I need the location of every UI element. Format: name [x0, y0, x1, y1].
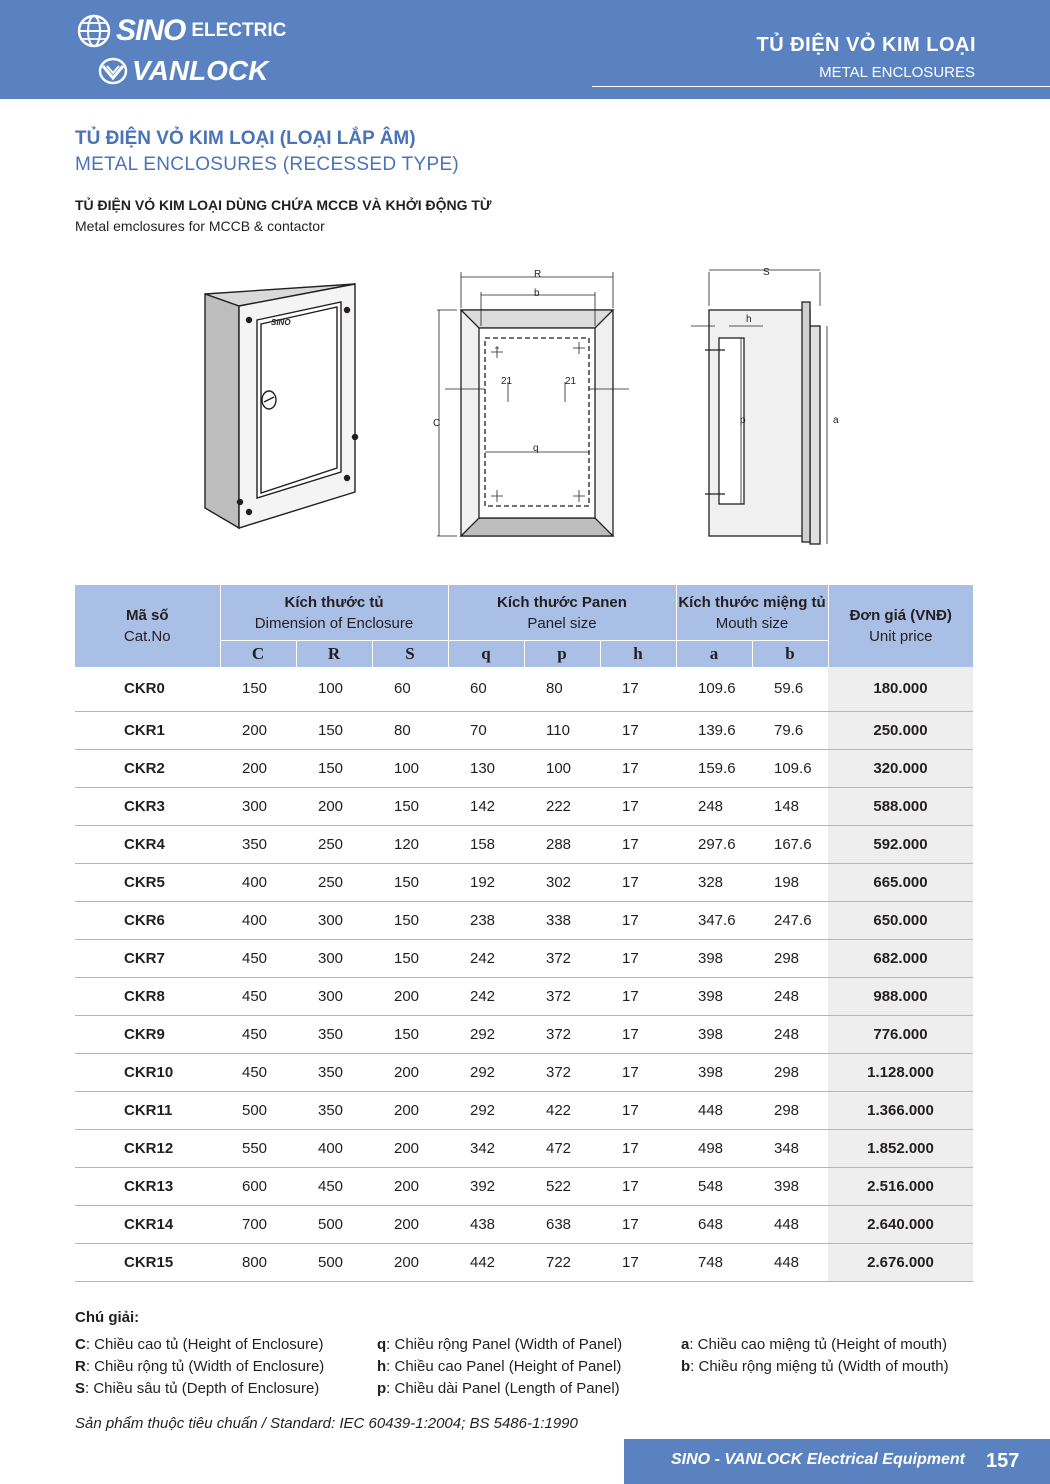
cell-dimension: 298: [752, 1053, 828, 1091]
dim-label-a: a: [833, 415, 839, 426]
cell-dimension: 222: [524, 787, 600, 825]
cell-dimension: 17: [600, 1053, 676, 1091]
legend-text: : Chiều rộng miệng tủ (Width of mouth): [690, 1358, 949, 1375]
table-row: [75, 711, 973, 749]
table-row: [75, 863, 973, 901]
legend-item: [75, 1378, 324, 1400]
cell-dimension: 450: [220, 1015, 296, 1053]
cell-price: 650.000: [828, 901, 973, 939]
cell-price: 180.000: [828, 667, 973, 711]
vanlock-emblem-icon: [98, 56, 128, 86]
cell-dimension: 150: [372, 901, 448, 939]
cell-dimension: 250: [296, 863, 372, 901]
cell-dimension: 148: [752, 787, 828, 825]
cell-dimension: 200: [372, 977, 448, 1015]
dim-label-S: S: [763, 267, 770, 278]
cell-dimension: 300: [296, 977, 372, 1015]
cell-dimension: 130: [448, 749, 524, 787]
cell-dimension: 192: [448, 863, 524, 901]
legend-key: q: [377, 1336, 387, 1353]
table-row: [75, 1167, 973, 1205]
cell-dimension: 139.6: [676, 711, 752, 749]
cell-dimension: 17: [600, 711, 676, 749]
header-price: [828, 585, 973, 667]
subheader-S: S: [372, 640, 448, 667]
cell-dimension: 548: [676, 1167, 752, 1205]
cell-dimension: 298: [752, 1091, 828, 1129]
table-row: [75, 1091, 973, 1129]
dim-label-p: p: [740, 415, 746, 426]
cell-dimension: 200: [372, 1205, 448, 1243]
cell-dimension: 372: [524, 977, 600, 1015]
cell-cat-no: CKR7: [75, 939, 220, 977]
cell-dimension: 200: [220, 749, 296, 787]
page-number: 157: [986, 1450, 1020, 1472]
header-divider: [592, 86, 1050, 87]
cell-dimension: 302: [524, 863, 600, 901]
legend-text: : Chiều sâu tủ (Depth of Enclosure): [85, 1380, 320, 1397]
cell-dimension: 392: [448, 1167, 524, 1205]
legend-title: Chú giải:: [75, 1309, 140, 1326]
cell-dimension: 142: [448, 787, 524, 825]
cell-dimension: 347.6: [676, 901, 752, 939]
legend-key: S: [75, 1380, 86, 1397]
cell-dimension: 100: [296, 667, 372, 711]
cell-dimension: 17: [600, 901, 676, 939]
page-footer: [624, 1439, 1050, 1484]
cell-dimension: 297.6: [676, 825, 752, 863]
subheader-q: q: [448, 640, 524, 667]
cell-cat-no: CKR1: [75, 711, 220, 749]
cell-dimension: 17: [600, 1167, 676, 1205]
header-cat-no-en: Cat.No: [123, 628, 171, 645]
cell-cat-no: CKR13: [75, 1167, 220, 1205]
cell-dimension: 150: [296, 749, 372, 787]
cell-dimension: 100: [524, 749, 600, 787]
cell-dimension: 150: [220, 667, 296, 711]
cell-dimension: 450: [220, 939, 296, 977]
cell-dimension: 150: [372, 939, 448, 977]
brand-logo: [76, 12, 286, 90]
subheader-C: C: [220, 640, 296, 667]
brand-vanlock: VANLOCK: [132, 55, 269, 86]
cell-dimension: 438: [448, 1205, 524, 1243]
header-price-en: Unit price: [869, 628, 933, 645]
cell-dimension: 372: [524, 1053, 600, 1091]
cell-cat-no: CKR15: [75, 1243, 220, 1281]
section-subtitle-vi: TỦ ĐIỆN VỎ KIM LOẠI DÙNG CHỨA MCCB VÀ KHỞI ĐỘNG TỪ: [75, 197, 492, 213]
legend-key: a: [681, 1336, 690, 1353]
cell-dimension: 60: [448, 667, 524, 711]
dim-label-h: h: [746, 314, 752, 325]
section-title-en: METAL ENCLOSURES (RECESSED TYPE): [75, 154, 460, 175]
cell-dimension: 700: [220, 1205, 296, 1243]
front-view-drawing: [437, 272, 629, 536]
header-enclosure: [220, 585, 448, 640]
legend-item: [377, 1378, 622, 1400]
brand-sino: SINO: [116, 14, 186, 47]
table-body: [75, 667, 973, 1281]
cell-dimension: 300: [296, 939, 372, 977]
dim-label-q: q: [533, 443, 539, 454]
header-mouth-vi: Kích thước miệng tủ: [678, 594, 826, 612]
cell-dimension: 398: [676, 1053, 752, 1091]
cell-dimension: 150: [372, 787, 448, 825]
cell-cat-no: CKR10: [75, 1053, 220, 1091]
dim-label-R: R: [534, 269, 542, 280]
cell-dimension: 79.6: [752, 711, 828, 749]
table-row: [75, 939, 973, 977]
cell-dimension: 17: [600, 825, 676, 863]
cell-dimension: 200: [372, 1167, 448, 1205]
cell-dimension: 398: [676, 1015, 752, 1053]
cell-cat-no: CKR0: [75, 667, 220, 711]
cell-cat-no: CKR5: [75, 863, 220, 901]
cell-dimension: 500: [296, 1243, 372, 1281]
cell-dimension: 17: [600, 1091, 676, 1129]
cell-dimension: 200: [372, 1053, 448, 1091]
cell-dimension: 522: [524, 1167, 600, 1205]
cell-price: 1.852.000: [828, 1129, 973, 1167]
cell-cat-no: CKR14: [75, 1205, 220, 1243]
cell-dimension: 238: [448, 901, 524, 939]
cell-dimension: 80: [372, 711, 448, 749]
legend-column-1: [75, 1334, 324, 1400]
cell-dimension: 59.6: [752, 667, 828, 711]
cell-dimension: 17: [600, 667, 676, 711]
cell-dimension: 500: [220, 1091, 296, 1129]
cell-dimension: 167.6: [752, 825, 828, 863]
cell-price: 1.128.000: [828, 1053, 973, 1091]
enclosure-drawings: [195, 262, 855, 552]
cell-dimension: 300: [220, 787, 296, 825]
cell-dimension: 472: [524, 1129, 600, 1167]
cell-dimension: 442: [448, 1243, 524, 1281]
cell-dimension: 100: [372, 749, 448, 787]
legend-item: [75, 1334, 324, 1356]
cell-cat-no: CKR3: [75, 787, 220, 825]
cell-dimension: 292: [448, 1091, 524, 1129]
cell-dimension: 60: [372, 667, 448, 711]
legend-item: [681, 1356, 949, 1378]
legend-text: : Chiều rộng tủ (Width of Enclosure): [85, 1358, 325, 1375]
table-group-header: [75, 585, 973, 640]
cell-cat-no: CKR6: [75, 901, 220, 939]
cell-dimension: 398: [676, 939, 752, 977]
cell-dimension: 150: [296, 711, 372, 749]
cell-dimension: 600: [220, 1167, 296, 1205]
table-row: [75, 1205, 973, 1243]
cell-dimension: 550: [220, 1129, 296, 1167]
dim-label-21-right: 21: [565, 376, 577, 387]
page-header: [0, 0, 1050, 99]
table-row: [75, 1243, 973, 1281]
header-subtitle: METAL ENCLOSURES: [819, 64, 975, 81]
header-mouth-en: Mouth size: [715, 615, 789, 633]
legend-text: : Chiều cao tủ (Height of Enclosure): [85, 1336, 324, 1353]
cell-dimension: 722: [524, 1243, 600, 1281]
table-row: [75, 667, 973, 711]
cell-price: 2.676.000: [828, 1243, 973, 1281]
legend-column-2: [377, 1334, 622, 1400]
cell-dimension: 109.6: [676, 667, 752, 711]
cell-dimension: 110: [524, 711, 600, 749]
cell-dimension: 70: [448, 711, 524, 749]
cell-dimension: 17: [600, 977, 676, 1015]
subheader-p: p: [524, 640, 600, 667]
cell-dimension: 159.6: [676, 749, 752, 787]
header-mouth: [676, 585, 828, 640]
cell-dimension: 17: [600, 749, 676, 787]
table-row: [75, 977, 973, 1015]
cell-dimension: 292: [448, 1053, 524, 1091]
cell-dimension: 248: [676, 787, 752, 825]
cell-price: 665.000: [828, 863, 973, 901]
cell-dimension: 242: [448, 939, 524, 977]
cell-dimension: 200: [220, 711, 296, 749]
cell-dimension: 298: [752, 939, 828, 977]
cell-dimension: 120: [372, 825, 448, 863]
cell-dimension: 498: [676, 1129, 752, 1167]
dim-label-21-left: 21: [501, 376, 513, 387]
legend-item: [75, 1356, 324, 1378]
cell-dimension: 448: [752, 1205, 828, 1243]
cell-dimension: 348: [752, 1129, 828, 1167]
cell-dimension: 200: [372, 1243, 448, 1281]
cell-dimension: 400: [220, 901, 296, 939]
cell-dimension: 638: [524, 1205, 600, 1243]
cell-dimension: 422: [524, 1091, 600, 1129]
footer-text: SINO - VANLOCK Electrical Equipment: [671, 1451, 965, 1468]
cell-dimension: 448: [752, 1243, 828, 1281]
legend-text: : Chiều rộng Panel (Width of Panel): [386, 1336, 623, 1353]
cell-cat-no: CKR4: [75, 825, 220, 863]
legend-text: : Chiều cao miệng tủ (Height of mouth): [689, 1336, 947, 1353]
cell-dimension: 150: [372, 1015, 448, 1053]
header-panel-vi: Kích thước Panen: [497, 594, 627, 612]
header-enclosure-en: Dimension of Enclosure: [254, 615, 414, 633]
table-row: [75, 1053, 973, 1091]
header-title: TỦ ĐIỆN VỎ KIM LOẠI: [756, 34, 976, 56]
cell-dimension: 198: [752, 863, 828, 901]
table-row: [75, 749, 973, 787]
legend-key: p: [377, 1380, 387, 1397]
cell-price: 1.366.000: [828, 1091, 973, 1129]
header-price-vi: Đơn giá (VNĐ): [849, 607, 952, 624]
brand-electric: ELECTRIC: [191, 20, 287, 41]
cell-dimension: 158: [448, 825, 524, 863]
subheader-R: R: [296, 640, 372, 667]
cell-cat-no: CKR8: [75, 977, 220, 1015]
legend-text: : Chiều cao Panel (Height of Panel): [386, 1358, 622, 1375]
legend-item: [681, 1334, 949, 1356]
cell-dimension: 338: [524, 901, 600, 939]
legend-key: C: [75, 1336, 86, 1353]
cell-dimension: 288: [524, 825, 600, 863]
table-row: [75, 787, 973, 825]
cell-dimension: 200: [372, 1129, 448, 1167]
cell-dimension: 328: [676, 863, 752, 901]
cell-dimension: 372: [524, 939, 600, 977]
cell-dimension: 150: [372, 863, 448, 901]
cell-dimension: 800: [220, 1243, 296, 1281]
table-row: [75, 1129, 973, 1167]
cell-dimension: 247.6: [752, 901, 828, 939]
subheader-a: a: [676, 640, 752, 667]
cell-dimension: 250: [296, 825, 372, 863]
cell-dimension: 350: [296, 1053, 372, 1091]
cell-dimension: 342: [448, 1129, 524, 1167]
cell-dimension: 400: [220, 863, 296, 901]
cell-dimension: 448: [676, 1091, 752, 1129]
table-row: [75, 825, 973, 863]
cell-price: 320.000: [828, 749, 973, 787]
legend-text: : Chiều dài Panel (Length of Panel): [386, 1380, 620, 1397]
legend-key: h: [377, 1358, 387, 1375]
cell-cat-no: CKR11: [75, 1091, 220, 1129]
cell-cat-no: CKR2: [75, 749, 220, 787]
cell-dimension: 17: [600, 1015, 676, 1053]
cell-dimension: 248: [752, 1015, 828, 1053]
legend-key: R: [75, 1358, 86, 1375]
enclosure-logo-text: SINO: [271, 318, 291, 327]
legend-key: b: [681, 1358, 691, 1375]
header-enclosure-vi: Kích thước tủ: [284, 594, 384, 612]
cell-price: 2.640.000: [828, 1205, 973, 1243]
cell-dimension: 17: [600, 939, 676, 977]
cell-dimension: 450: [220, 977, 296, 1015]
cell-dimension: 450: [296, 1167, 372, 1205]
cell-cat-no: CKR9: [75, 1015, 220, 1053]
cell-dimension: 292: [448, 1015, 524, 1053]
cell-dimension: 17: [600, 787, 676, 825]
cell-dimension: 242: [448, 977, 524, 1015]
subheader-b: b: [752, 640, 828, 667]
cell-price: 592.000: [828, 825, 973, 863]
cell-dimension: 17: [600, 1243, 676, 1281]
cell-dimension: 80: [524, 667, 600, 711]
cell-dimension: 200: [372, 1091, 448, 1129]
cell-dimension: 400: [296, 1129, 372, 1167]
cell-price: 776.000: [828, 1015, 973, 1053]
table-row: [75, 901, 973, 939]
cell-dimension: 398: [752, 1167, 828, 1205]
cell-price: 588.000: [828, 787, 973, 825]
cell-cat-no: CKR12: [75, 1129, 220, 1167]
legend-column-3: [681, 1334, 949, 1378]
cell-dimension: 450: [220, 1053, 296, 1091]
cell-dimension: 17: [600, 1205, 676, 1243]
cell-dimension: 500: [296, 1205, 372, 1243]
section-title-vi: TỦ ĐIỆN VỎ KIM LOẠI (LOẠI LẮP ÂM): [75, 128, 416, 149]
cell-dimension: 109.6: [752, 749, 828, 787]
cell-dimension: 350: [220, 825, 296, 863]
header-panel-en: Panel size: [527, 615, 597, 633]
side-view-drawing: [691, 270, 827, 544]
section-subtitle-en: Metal emclosures for MCCB & contactor: [75, 218, 325, 234]
table-row: [75, 1015, 973, 1053]
subheader-h: h: [600, 640, 676, 667]
cell-price: 988.000: [828, 977, 973, 1015]
cell-price: 2.516.000: [828, 1167, 973, 1205]
cell-dimension: 350: [296, 1091, 372, 1129]
cell-dimension: 17: [600, 1129, 676, 1167]
standard-note: Sản phẩm thuộc tiêu chuẩn / Standard: IEC 60439-1:2004; BS 5486-1:1990: [75, 1415, 578, 1432]
cell-dimension: 300: [296, 901, 372, 939]
cell-price: 250.000: [828, 711, 973, 749]
header-cat-no: [75, 585, 220, 667]
cell-dimension: 17: [600, 863, 676, 901]
dim-label-C: C: [433, 418, 441, 429]
legend-item: [377, 1356, 622, 1378]
legend-item: [377, 1334, 622, 1356]
dim-label-b: b: [534, 288, 540, 299]
cell-dimension: 200: [296, 787, 372, 825]
header-cat-no-vi: Mã số: [125, 607, 169, 624]
cell-dimension: 350: [296, 1015, 372, 1053]
cell-dimension: 248: [752, 977, 828, 1015]
header-panel: [448, 585, 676, 640]
price-table: [75, 585, 973, 1282]
cell-dimension: 748: [676, 1243, 752, 1281]
globe-icon: [76, 13, 112, 49]
cell-dimension: 372: [524, 1015, 600, 1053]
cell-price: 682.000: [828, 939, 973, 977]
cell-dimension: 648: [676, 1205, 752, 1243]
cell-dimension: 398: [676, 977, 752, 1015]
